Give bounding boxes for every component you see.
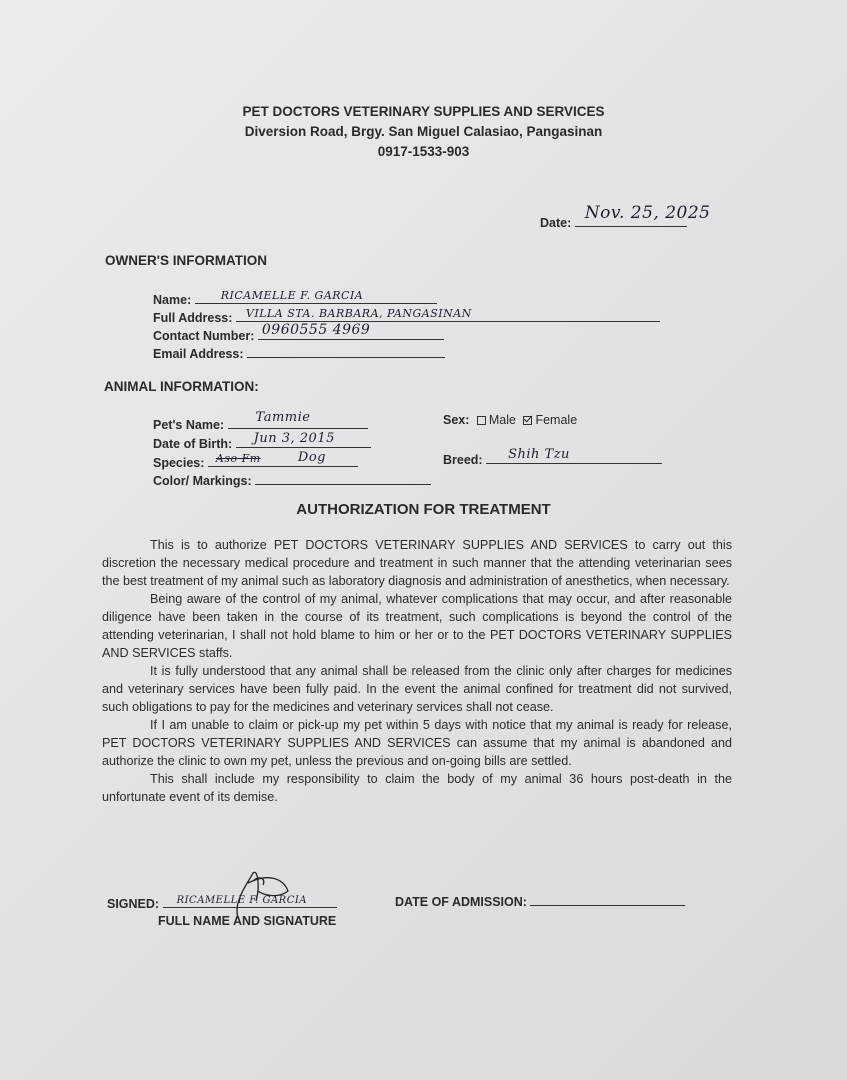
address-label: Full Address: bbox=[153, 311, 233, 325]
dob-label: Date of Birth: bbox=[153, 437, 233, 451]
dob-value: Jun 3, 2015 bbox=[253, 431, 335, 446]
color-markings-label: Color/ Markings: bbox=[153, 474, 252, 488]
date-value: Nov. 25, 2025 bbox=[584, 203, 711, 223]
species-struck-value: Aso Fm bbox=[215, 452, 261, 465]
owner-section-title: OWNER'S INFORMATION bbox=[105, 253, 267, 268]
address-value: VILLA STA. BARBARA, PANGASINAN bbox=[245, 307, 472, 320]
authorization-paragraph: If I am unable to claim or pick-up my pet within 5 days with notice that my animal is ready for release, PET DOCTORS VETERINARY SUPPLIES AND SERVICES can assume that my animal is abandoned and authorize the clinic to own my pet, unless the previous and on-going bills are settled. bbox=[102, 718, 732, 768]
breed-value: Shih Tzu bbox=[508, 447, 570, 462]
owner-contact-field[interactable] bbox=[153, 322, 444, 343]
clinic-address: Diversion Road, Brgy. San Miguel Calasiao, Pangasinan bbox=[244, 124, 603, 139]
female-checkbox[interactable] bbox=[523, 416, 532, 425]
pet-name-field[interactable] bbox=[153, 410, 368, 432]
authorization-paragraph: It is fully understood that any animal shall be released from the clinic only after charges for medicines and veterinary services have been fully paid. In the event the animal confined for treatment did not survived, such obligations to pay for the medicines and veterinary services shall not cease. bbox=[102, 664, 732, 714]
authorization-paragraph: This shall include my responsibility to claim the body of my animal 36 hours post-death in the unfortunate event of its demise. bbox=[102, 772, 732, 804]
sex-label: Sex: bbox=[443, 413, 470, 427]
animal-section-title: ANIMAL INFORMATION: bbox=[104, 379, 259, 394]
admission-date-label: DATE OF ADMISSION: bbox=[395, 895, 527, 909]
dob-field[interactable] bbox=[153, 433, 371, 451]
owner-name-field[interactable] bbox=[153, 289, 437, 307]
admission-date-field[interactable] bbox=[395, 891, 685, 909]
clinic-phone: 0917-1533-903 bbox=[377, 144, 470, 159]
color-markings-field[interactable] bbox=[153, 470, 431, 488]
species-value: Dog bbox=[297, 450, 326, 465]
email-label: Email Address: bbox=[153, 347, 244, 361]
authorization-paragraph: Being aware of the control of my animal, whatever complications that may occur, and after reasonable diligence have been taken in the course of its treatment, such complications is beyond the control of the attending veterinarian, I shall not hold blame to him or her or to the PET DOCTORS VETERINARY SUPPLIES AND SERVICES staffs. bbox=[102, 592, 732, 660]
pet-name-value: Tammie bbox=[255, 410, 311, 425]
name-value: RICAMELLE F. GARCIA bbox=[220, 289, 364, 302]
signed-field[interactable] bbox=[107, 893, 337, 911]
contact-label: Contact Number: bbox=[153, 329, 255, 343]
breed-label: Breed: bbox=[443, 453, 483, 467]
female-option-label: Female bbox=[535, 413, 578, 427]
clinic-name: PET DOCTORS VETERINARY SUPPLIES AND SERVICES bbox=[242, 104, 605, 119]
male-checkbox[interactable] bbox=[477, 416, 486, 425]
pet-name-label: Pet's Name: bbox=[153, 418, 225, 432]
authorization-title: AUTHORIZATION FOR TREATMENT bbox=[296, 501, 551, 518]
owner-email-field[interactable] bbox=[153, 343, 445, 361]
breed-field[interactable] bbox=[443, 449, 662, 467]
authorization-body bbox=[102, 536, 732, 806]
signature-caption: FULL NAME AND SIGNATURE bbox=[158, 914, 337, 928]
signed-value: RICAMELLE F. GARCIA bbox=[176, 895, 308, 906]
check-mark-icon bbox=[524, 414, 532, 423]
date-label: Date: bbox=[540, 216, 572, 230]
date-field[interactable] bbox=[540, 203, 711, 230]
authorization-paragraph: This is to authorize PET DOCTORS VETERINARY SUPPLIES AND SERVICES to carry out this discretion the necessary medical procedure and treatment in such manner that the attending veterinarian sees the best treatment of my animal such as laboratory diagnosis and administration of anesthetics, when necessary. bbox=[102, 538, 732, 588]
name-label: Name: bbox=[153, 293, 192, 307]
owner-address-field[interactable] bbox=[153, 307, 660, 325]
species-field[interactable] bbox=[153, 452, 358, 470]
contact-value: 0960555 4969 bbox=[261, 322, 371, 338]
signed-label: SIGNED: bbox=[107, 897, 160, 911]
sex-field[interactable] bbox=[443, 413, 577, 427]
species-label: Species: bbox=[153, 456, 205, 470]
male-option-label: Male bbox=[488, 413, 516, 427]
